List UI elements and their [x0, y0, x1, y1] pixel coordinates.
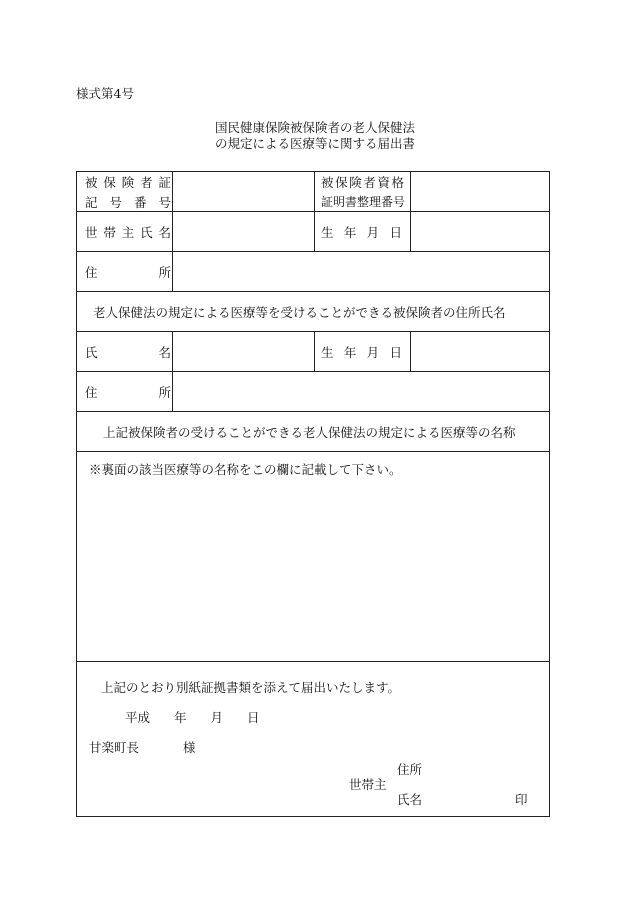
- label-char: 番: [133, 194, 147, 210]
- date-month-label: 月: [210, 710, 223, 725]
- householder-name-field[interactable]: [172, 212, 314, 251]
- label-char: 保: [103, 174, 116, 190]
- eligibility-cert-number-label: [314, 172, 410, 211]
- householder-birth-date-label: [314, 212, 410, 251]
- insured-address-field[interactable]: [172, 372, 550, 411]
- row-insured-address: [77, 372, 549, 412]
- declaration-statement: 上記のとおり別紙証拠書類を添えて届出いたします。: [101, 680, 401, 695]
- row-care-heading: [77, 412, 549, 452]
- label-char: 証: [158, 174, 171, 190]
- row-care-names: [77, 452, 549, 662]
- form-title-line1: 国民健康保険被保険者の老人保健法: [214, 120, 415, 135]
- label-char: 生: [321, 344, 334, 360]
- addressee-honorific: 様: [182, 740, 196, 755]
- insured-cert-number-field[interactable]: [172, 172, 314, 211]
- label-char: 保: [335, 175, 348, 190]
- label-char: 号: [109, 194, 122, 210]
- label-char: 住: [85, 264, 98, 280]
- notification-form-table: [76, 171, 550, 817]
- care-note: ※裏面の該当医療等の名称をこの欄に記載して下さい。: [89, 462, 402, 477]
- label-char: 格: [391, 175, 404, 190]
- row-insured-cert: [77, 172, 549, 212]
- label-char: 者: [363, 175, 376, 190]
- insured-birth-date-field[interactable]: [410, 332, 550, 371]
- label-char: 日: [389, 344, 402, 360]
- addressee: [89, 738, 196, 756]
- label-char: 月: [366, 344, 380, 360]
- label-char: 険: [121, 174, 135, 190]
- date-day-label: 日: [246, 710, 260, 725]
- label-char: 年: [343, 344, 357, 360]
- insured-cert-label-line2: [85, 193, 171, 211]
- label-char: 主: [121, 224, 135, 240]
- label-char: 日: [389, 224, 402, 240]
- label-char: 被: [85, 174, 98, 190]
- label-char: 被: [321, 175, 334, 190]
- care-names-field[interactable]: [77, 482, 549, 658]
- label-char: 険: [349, 175, 362, 190]
- insured-birth-date-label: [314, 332, 410, 371]
- row-householder-address: [77, 252, 549, 292]
- date-year-label: 年: [173, 710, 187, 725]
- householder-address-field[interactable]: [172, 252, 550, 291]
- eligibility-cert-number-field[interactable]: [410, 172, 550, 211]
- section-heading: 老人保健法の規定による医療等を受けることができる被保険者の住所氏名: [93, 304, 506, 320]
- eligibility-label-line2: 証明書整理番号: [321, 195, 406, 209]
- householder-name-label: [85, 212, 171, 251]
- date-era: 平成: [125, 710, 151, 725]
- applicant-name-label: 氏名: [397, 792, 423, 807]
- care-heading: 上記被保険者の受けることができる老人保健法の規定による医療等の名称: [103, 424, 516, 440]
- insured-cert-label-line1: [85, 173, 171, 191]
- householder-address-label: [85, 252, 171, 291]
- label-char: 生: [321, 224, 334, 240]
- label-char: 名: [158, 344, 171, 360]
- label-char: 年: [343, 224, 357, 240]
- label-char: 号: [158, 194, 171, 210]
- applicant-address-label: 住所: [397, 762, 423, 777]
- insured-name-field[interactable]: [172, 332, 314, 371]
- label-char: 者: [140, 174, 153, 190]
- declaration-date: [125, 708, 259, 726]
- label-char: 氏: [85, 344, 98, 360]
- row-section-heading: [77, 292, 549, 332]
- form-title-line2: の規定による医療等に関する届出書: [214, 136, 415, 151]
- label-char: 所: [158, 264, 171, 280]
- label-char: 帯: [103, 224, 116, 240]
- insured-name-label: [85, 332, 171, 371]
- row-declaration: [77, 662, 549, 816]
- label-char: 名: [158, 224, 171, 240]
- householder-birth-date-field[interactable]: [410, 212, 550, 251]
- label-char: 氏: [140, 224, 153, 240]
- insured-address-label: [85, 372, 171, 411]
- label-char: 記: [85, 194, 98, 210]
- insured-cert-number-label: [85, 172, 171, 211]
- label-char: 月: [366, 224, 380, 240]
- row-householder: [77, 212, 549, 252]
- addressee-name: 甘楽町長: [89, 740, 140, 755]
- label-char: 資: [377, 175, 390, 190]
- seal-mark: 印: [515, 792, 528, 807]
- eligibility-label-line1: [321, 173, 404, 191]
- label-char: 住: [85, 384, 98, 400]
- form-number: 様式第4号: [76, 86, 134, 101]
- label-char: 所: [158, 384, 171, 400]
- applicant-householder-label: 世帯主: [349, 777, 387, 792]
- label-char: 世: [85, 224, 98, 240]
- row-insured-name: [77, 332, 549, 372]
